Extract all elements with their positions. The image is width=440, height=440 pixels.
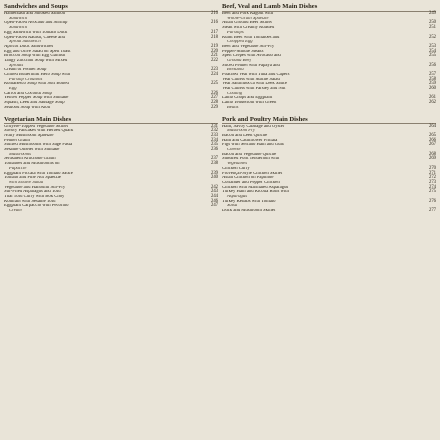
- entry-page-number: 254: [428, 48, 436, 54]
- entry-page-number: 253: [428, 43, 436, 49]
- entry-title: Beans: [227, 105, 239, 110]
- entry-page-number: 229: [210, 104, 218, 110]
- entry-title: Squash, Leek and Sausage Soup: [4, 101, 65, 106]
- entry-title: Tangy Zucchini Soup with Mixed: [4, 58, 68, 63]
- entry-page-number: 242: [210, 184, 218, 190]
- entry-page-number: 277: [428, 208, 436, 213]
- entry-page-number: 227: [210, 95, 218, 101]
- toc-column-right: [222, 3, 436, 438]
- toc-column-left: [4, 3, 218, 438]
- entry-page-number: 255: [428, 53, 436, 59]
- entry-title: Tomatoes and Mushrooms on: [4, 162, 60, 167]
- entry-title: Broccoli Soup with Egg Garnish: [4, 54, 66, 59]
- entry-page-number: 218: [210, 34, 218, 40]
- entry-page-number: 274: [428, 184, 436, 190]
- entry-title: Chicken with Marinated Asparagus: [222, 185, 289, 190]
- entry-title: Sesame Omelet with Shiitake: [4, 148, 60, 153]
- entry-title: Hamentash and Smoked Salmon: [4, 12, 66, 17]
- entry-title: Whole-Grain Spaetzle: [227, 16, 269, 21]
- entry-title: Parsnips: [227, 30, 244, 35]
- entry-title: Veal Cutlets with Mache Salad: [222, 77, 280, 82]
- entry-title: Figs with Serrano Ham and Goat: [222, 143, 284, 148]
- entry-title: Ground Beef: [227, 58, 251, 63]
- entry-title: Spelt Crêpes with Avocado and: [222, 54, 281, 59]
- entry-title: Mushroom Fry: [227, 129, 256, 134]
- section-heading: Vegetarian Main Dishes: [4, 116, 218, 125]
- entry-title: Kohlrabi with Sesame Tofu: [4, 199, 56, 204]
- entry-page-number: 257: [428, 72, 436, 78]
- entry-page-number: 273: [428, 179, 436, 185]
- entry-page-number: 268: [428, 151, 436, 157]
- entry-page-number: 260: [428, 86, 436, 92]
- entry-title: Coating: [227, 91, 243, 96]
- entry-title: Provençal-Style Chicken Skillet: [222, 171, 283, 176]
- entry-title: Eggplant Carpaccio with Pecorino: [4, 204, 69, 209]
- entry-title: Chilled Buttermilk Herb Soup with: [4, 73, 71, 78]
- entry-title: Beef and Vegetable Stir-Fry: [222, 44, 275, 49]
- entry-title: Poached Veal with Tuna and Capers: [222, 73, 290, 78]
- entry-title: Egg: [9, 87, 17, 92]
- entry-page-number: 216: [210, 11, 218, 17]
- entry-page-number: 272: [428, 175, 436, 181]
- entry-page-number: 256: [428, 62, 436, 68]
- entry-page-number: 265: [428, 133, 436, 138]
- toc-entry-continuation[interactable]: [4, 209, 218, 214]
- entry-page-number: 240: [210, 175, 218, 181]
- entry-page-number: 250: [428, 20, 436, 26]
- entry-page-number: 222: [210, 57, 218, 63]
- entry-page-number: 276: [428, 198, 436, 204]
- entry-page-number: 249: [428, 11, 436, 17]
- entry-title: Thai Tofu Curry with Bok Choy: [4, 194, 65, 199]
- entry-title: Lamb Tenderloin with Green: [222, 101, 277, 106]
- entry-page-number: 236: [210, 147, 218, 153]
- entry-page-number: 252: [428, 34, 436, 40]
- section-heading: Sandwiches and Soups: [4, 3, 218, 12]
- entry-page-number: 266: [428, 137, 436, 143]
- entry-page-number: 234: [210, 137, 218, 143]
- entry-title: Veal Saltimbocca with Leek Sauce: [222, 82, 288, 87]
- entry-page-number: 275: [428, 189, 436, 195]
- section-heading: Beef, Veal and Lamb Main Dishes: [222, 3, 436, 12]
- entry-page-number: 233: [210, 133, 218, 138]
- entry-page-number: 226: [210, 90, 218, 96]
- entry-title: Bresaola: [227, 68, 244, 73]
- entry-title: Mushrooms: [9, 152, 31, 157]
- toc-entry[interactable]: [222, 209, 436, 214]
- entry-page-number: 232: [210, 128, 218, 134]
- entry-title: Sandwich: [9, 26, 28, 31]
- entry-title: Cheese: [227, 148, 241, 153]
- entry-title: Pepper-Minute Steaks: [222, 49, 264, 54]
- entry-page-number: 246: [210, 198, 218, 204]
- entry-title: Smeared Pork Tenderloin with: [222, 157, 280, 162]
- entry-page-number: 221: [210, 53, 218, 59]
- entry-title: Eggplant Piccata with Tomato Sauce: [4, 171, 73, 176]
- entry-page-number: 269: [428, 156, 436, 162]
- entry-title: Cream: [9, 209, 22, 213]
- entry-title: Papaccie: [9, 166, 27, 171]
- entry-page-number: 235: [210, 142, 218, 148]
- entry-page-number: 270: [428, 165, 436, 171]
- entry-title: Turkey Ham and Ricotta Rolls with: [222, 190, 289, 195]
- entry-page-number: 243: [210, 189, 218, 195]
- entry-title: Stir-Fried Asparagus and Tofu: [4, 190, 61, 195]
- entry-title: Yellow Pepper Soup with Shiitake: [4, 96, 69, 101]
- entry-page-number: 217: [210, 29, 218, 35]
- entry-page-number: 244: [210, 193, 218, 199]
- entry-title: Beef and Pork Ragout with: [222, 12, 274, 17]
- entry-title: Turkey Kebabs with Tomato: [222, 199, 276, 204]
- entry-title: Ham and Cauliflower Frittata: [222, 138, 278, 143]
- entry-title: Bacon and Leek Quiche: [222, 134, 268, 138]
- entry-title: Gruyère-Topped Vegetable Skillet: [4, 124, 68, 129]
- entry-page-number: 262: [428, 100, 436, 106]
- entry-page-number: 224: [210, 72, 218, 78]
- entry-page-number: 231: [210, 123, 218, 129]
- entry-page-number: 261: [428, 95, 436, 101]
- entry-title: Chicken Curry: [222, 166, 250, 171]
- entry-title: Sandwich: [9, 16, 28, 21]
- entry-title: Asian Ground Beef Skillet: [222, 21, 272, 26]
- entry-page-number: 220: [210, 48, 218, 54]
- entry-page-number: 267: [428, 142, 436, 148]
- entry-title: Stuffed Mushrooms with Sage Pasta: [4, 143, 73, 148]
- entry-page-number: 238: [210, 161, 218, 167]
- section-heading: Pork and Poultry Main Dishes: [222, 116, 436, 125]
- entry-title: Sprout Sandwich: [9, 40, 41, 45]
- entry-title: Sprouts: [9, 63, 24, 68]
- entry-page-number: 237: [210, 156, 218, 162]
- entry-page-number: 239: [210, 170, 218, 176]
- entry-title: Asparagus: [227, 194, 248, 199]
- entry-page-number: 251: [428, 25, 436, 31]
- entry-title: Romanesco Soup with Soft Boiled: [4, 82, 69, 87]
- entry-title: Savory Pancakes with Herbed Quark: [4, 129, 74, 134]
- entry-title: Fennel Gratin: [4, 138, 30, 143]
- entry-title: Veal Cutlets with Parsley and Nut: [222, 87, 286, 92]
- entry-title: with Endive Salad: [9, 180, 44, 185]
- entry-title: Asian Chicken on Papillote: [222, 176, 274, 181]
- entry-title: Sliced Fennel with Papaya and: [222, 63, 280, 68]
- entry-title: Cream of Fennel Soup: [4, 68, 47, 73]
- entry-title: Roast Beef with Tomatoes and: [222, 35, 280, 40]
- entry-title: Seafood Soup with Aioli: [4, 105, 51, 110]
- entry-title: Vegetable and Halloumi Stir-Fry: [4, 185, 66, 190]
- entry-page-number: 228: [210, 100, 218, 106]
- entry-title: Salsa: [227, 204, 238, 209]
- entry-page-number: 216: [210, 20, 218, 26]
- entry-title: Open-Faced Radish, Cheese and: [4, 35, 65, 40]
- entry-page-number: 219: [210, 43, 218, 49]
- entry-title: Steak with Creamy Roasted: [222, 26, 275, 31]
- entry-title: Chopped Egg: [227, 40, 253, 45]
- entry-title: Duck and Mushroom Skillet: [222, 209, 276, 213]
- entry-page-number: 259: [428, 81, 436, 87]
- entry-page-number: 271: [428, 170, 436, 176]
- entry-title: Apricot Duck Sandwiches: [4, 44, 54, 49]
- entry-page-number: 258: [428, 76, 436, 82]
- entry-title: Coriander and Pepper Chicken: [222, 180, 280, 185]
- entry-title: Ham, Savoy Cabbage and Oyster: [222, 124, 285, 129]
- entry-title: Vegetables: [227, 162, 248, 167]
- entry-title: Tomato and Pine Nut Spaetzle: [4, 176, 61, 181]
- entry-title: Parsnip Croutons: [9, 77, 43, 82]
- entry-page-number: 247: [210, 203, 218, 209]
- entry-title: Egg Sandwich with Tomato Duck: [4, 30, 68, 35]
- entry-page-number: 264: [428, 123, 436, 129]
- entry-title: Jerusalem Artichoke Gratin: [4, 157, 56, 162]
- entry-page-number: 223: [210, 67, 218, 73]
- entry-title: Carrot and Coconut Soup: [4, 91, 52, 96]
- entry-title: Nutty Mushroom Spaetzle: [4, 134, 54, 138]
- entry-title: Open-Faced Avocado and Shrimp: [4, 21, 68, 26]
- entry-title: Bacon and Vegetable Quiche: [222, 152, 277, 157]
- entry-page-number: 225: [210, 81, 218, 87]
- entry-title: Lamb Chops and Eggplant: [222, 96, 273, 101]
- entry-title: Egg and Olive Salad on Spelt Toast: [4, 49, 71, 54]
